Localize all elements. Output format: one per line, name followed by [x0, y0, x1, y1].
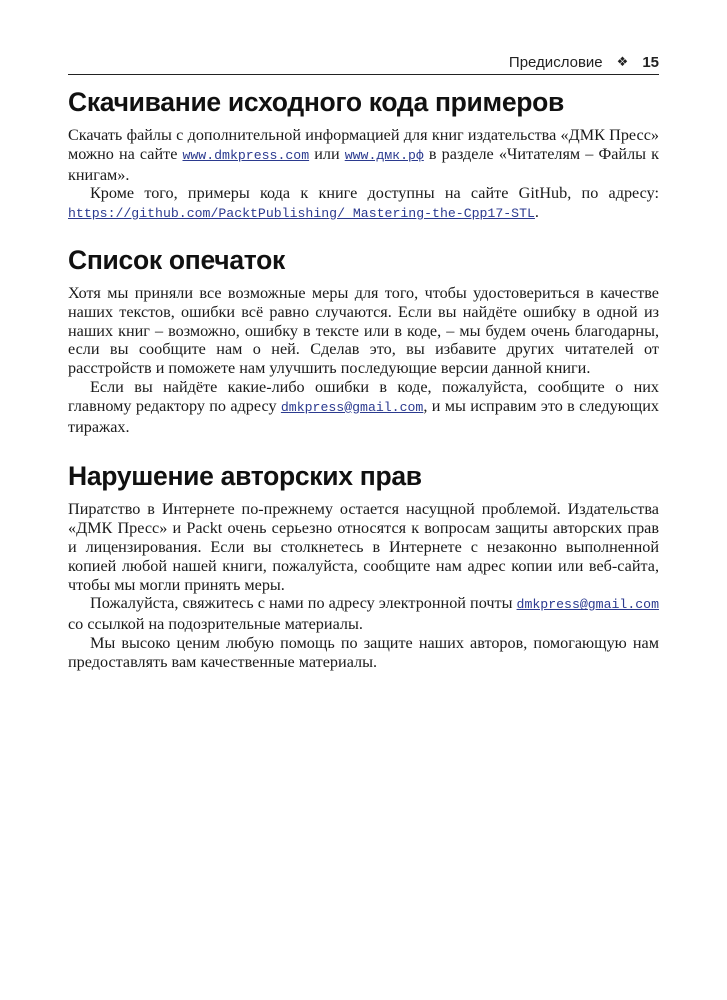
- link-email-piracy[interactable]: dmkpress@gmail.com: [516, 597, 659, 613]
- page-body: [68, 86, 659, 672]
- paragraph: Пиратство в Интернете по-прежнему остается насущной проблемой. Издательства «ДМК Пресс» и Packt очень серьезно относятся к вопросам защиты авторских прав и лицензирования. Если вы столкнетесь в Интернете с незаконно выполненной копией любой нашей книги, пожалуйста, сообщите нам адрес копии или веб-сайта, чтобы мы могли принять меры.: [68, 500, 659, 594]
- page-number: 15: [642, 53, 659, 71]
- running-header-section: Предисловие: [508, 53, 603, 71]
- section-title-source-code: Скачивание исходного кода примеров: [68, 87, 565, 117]
- paragraph: Кроме того, примеры кода к книге доступны на сайте GitHub, по адресу: https://github.com/PacktPublishing/ Mastering-the-Cpp17-STL.: [68, 184, 659, 222]
- paragraph: Мы высоко ценим любую помощь по защите наших авторов, помогающую нам предоставлять вам качественные материалы.: [68, 633, 659, 671]
- section-title-copyright: Нарушение авторских прав: [68, 461, 422, 492]
- paragraph: Пожалуйста, свяжитесь с нами по адресу электронной почты dmkpress@gmail.com со ссылкой на подозрительные материалы.: [68, 594, 659, 634]
- link-dmkpress-site[interactable]: www.dmkpress.com: [182, 147, 310, 163]
- link-email-errata[interactable]: dmkpress@gmail.com: [280, 399, 424, 415]
- page-header: [68, 50, 659, 75]
- link-dmk-rf-site[interactable]: www.дмк.рф: [344, 147, 424, 163]
- section-title-errata: Список опечаток: [68, 244, 285, 275]
- link-github-repo[interactable]: https://github.com/PacktPublishing/ Mastering-the-Cpp17-STL: [68, 206, 535, 222]
- paragraph: Если вы найдёте какие-либо ошибки в коде, пожалуйста, сообщите о них главному редактору по адресу dmkpress@gmail.com, и мы исправим это в следующих тиражах.: [68, 377, 660, 436]
- ornament-icon: ❖: [616, 54, 629, 69]
- paragraph: Хотя мы приняли все возможные меры для того, чтобы удостовериться в качестве наших текстов, ошибки всё равно случаются. Если вы найдёте ошибку в одной из наших книг – возможно, ошибку в тексте или в коде, – мы будем очень благодарны, если вы сообщите нам о ней. Сделав это, вы избавите других читателей от расстройств и поможете нам улучшить последующие версии данной книги.: [68, 283, 659, 378]
- paragraph: Скачать файлы с дополнительной информацией для книг издательства «ДМК Пресс» можно на сайте www.dmkpress.com или www.дмк.рф в разделе «Читателям – Файлы к книгам».: [68, 126, 659, 184]
